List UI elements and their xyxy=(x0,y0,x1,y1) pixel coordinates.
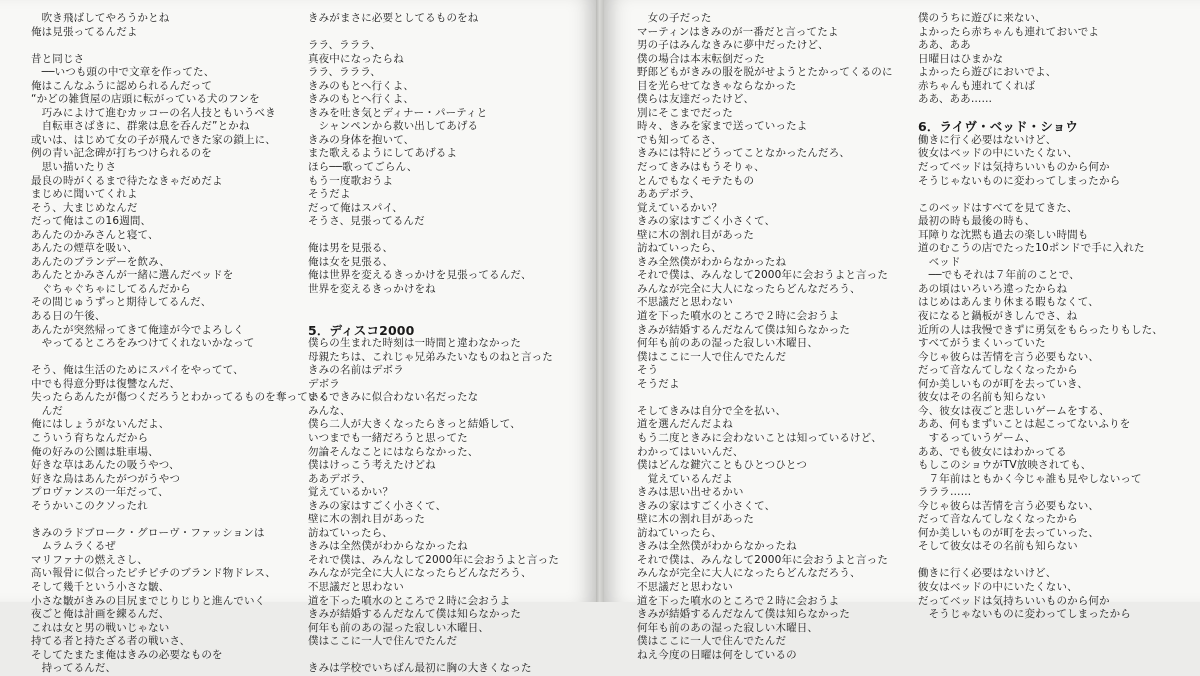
lyric-line: 最初の時も最後の時も、 xyxy=(918,215,1036,228)
lyric-line: きみは全然僕がわからなかったね xyxy=(637,540,797,553)
lyric-line: わかってはいいんだ、 xyxy=(637,445,744,458)
lyric-line: 持てる者と持たざる者の戦いさ、 xyxy=(31,635,191,648)
lyric-line: 不思議だと思わない xyxy=(637,580,733,593)
lyric-line: だってベッドは気持ちいいものから何か xyxy=(918,594,1110,607)
lyric-line: シャンペンから救い出してあげる xyxy=(308,120,479,133)
lyric-line: 何か美しいものが町を去っていき、 xyxy=(918,377,1088,390)
lyric-line: 近所の人は我慢できずに勇気をもらったりもした、 xyxy=(918,323,1163,336)
lyric-line: でも知ってるさ、 xyxy=(637,133,722,146)
lyric-line: ああ、でも彼女にはわかってる xyxy=(918,445,1067,458)
lyric-line: 訪ねていったら、 xyxy=(308,526,393,539)
lyric-line: 或いは、はじめて女の子が飛んできた家の鎖上に、 xyxy=(31,133,276,146)
lyric-line: 僕はどんな鍵穴こともひとつひとつ xyxy=(637,459,807,472)
stanza-break xyxy=(31,39,313,53)
lyric-line: 思い描いたりさ xyxy=(31,161,117,174)
lyric-line: 勿論そんなことにはならなかった、 xyxy=(308,445,479,458)
lyric-line: ララ、ラララ、 xyxy=(308,39,381,52)
lyric-line: 不思議だと思わない xyxy=(308,580,404,593)
lyric-line: 巧みによけて進むカッコーの名人技ともいうべき xyxy=(31,106,276,119)
lyric-line: するっていうゲーム、 xyxy=(918,431,1036,444)
lyric-line: プロヴァンスの一年だって、 xyxy=(31,486,169,499)
lyric-line: それで僕は、みんなして2000年に会おうよと言った xyxy=(308,553,559,566)
lyric-line: 中でも得意分野は復讐なんだ、 xyxy=(31,377,181,390)
lyric-line: 彼女はその名前も知らない xyxy=(918,391,1046,404)
lyric-line: 僕はけっこう考えたけどね xyxy=(308,459,436,472)
lyric-line: このベッドはすべてを見てきた、 xyxy=(918,201,1078,214)
lyric-line: そうだよ xyxy=(308,188,351,201)
lyric-line: 不思議だと思わない xyxy=(637,296,733,309)
lyric-line: 僕はここに一人で住んでたんだ xyxy=(308,635,458,648)
page-gutter xyxy=(596,0,604,602)
lyric-line: ねえ今度の日曜は何をしているの xyxy=(637,648,797,661)
lyric-line: きみの名前はデボラ xyxy=(308,364,404,377)
left-page xyxy=(0,0,596,675)
lyric-line: 高い報骨に似合ったピチピチのブランド物ドレス、 xyxy=(31,567,276,580)
lyric-line: ７年前はともかく今じゃ誰も見やしないって xyxy=(918,472,1142,485)
lyric-line: だって音なんてしなくなったから xyxy=(918,364,1078,377)
stanza-break xyxy=(918,554,1200,568)
lyric-line: デボラ xyxy=(308,377,340,390)
lyric-line: きみを吐き気とディナー・パーティと xyxy=(308,106,488,119)
lyric-line: あんたのブランデーを飲み、 xyxy=(31,255,171,268)
lyric-line: そして彼女はその名前も知らない xyxy=(918,540,1078,553)
stanza-break xyxy=(31,351,313,365)
lyric-line: 道のむこうの店でたった10ポンドで手に入れた xyxy=(918,242,1145,255)
lyric-line: 僕らは友達だったけど、 xyxy=(637,93,755,106)
lyric-line: マリファナの燃えさし、 xyxy=(31,553,148,566)
lyric-line: みんなが完全に大人になったらどんなだろう、 xyxy=(308,567,532,580)
lyric-line: 今じゃ彼らは苦情を言う必要もない、 xyxy=(918,499,1100,512)
lyric-line: きみの家はすごく小さくて、 xyxy=(637,499,776,512)
lyric-line: きみは学校でいちばん最初に胸の大きくなった xyxy=(308,662,532,675)
lyric-line: 道を下った噴水のところで２時に会おうよ xyxy=(637,594,840,607)
stanza-break xyxy=(31,513,313,527)
lyrics-column-3 xyxy=(637,12,919,662)
lyric-line: そうじゃないものに変わってしまったから xyxy=(918,608,1131,621)
lyric-line: だって音なんてしなくなったから xyxy=(918,513,1078,526)
lyric-line: きみが結婚するんだなんて僕は知らなかった xyxy=(308,608,521,621)
lyric-line: 俺にはしょうがないんだよ、 xyxy=(31,418,170,431)
lyric-line: 覚えているかい？ xyxy=(308,486,394,499)
lyric-line: 俺はこんなふうに認められるんだって xyxy=(31,79,213,92)
lyric-line: 俺の好みの公園は駐車場、 xyxy=(31,445,159,458)
lyric-line: いつまでも一緒だろうと思ってた xyxy=(308,431,468,444)
lyric-line: あんたの煙草を吸い、 xyxy=(31,242,138,255)
lyric-line: マーティンはきみのが一番だと言ってたよ xyxy=(637,25,839,38)
lyric-line: ほら──歌ってごらん、 xyxy=(308,161,418,174)
lyric-line: 俺は女を見張る、 xyxy=(308,255,394,268)
lyric-line: だって俺はこの16週間、 xyxy=(31,215,152,228)
lyric-line: ああ、ああ…… xyxy=(918,93,993,106)
lyric-line: まじめに聞いてくれよ xyxy=(31,188,138,201)
lyric-line: 女の子だった xyxy=(637,12,712,24)
lyric-line: 好きな鳥はあんたがつがうやつ xyxy=(31,472,181,485)
lyric-line: 自転車さばきに、群衆は息を呑んだ”とかね xyxy=(31,120,250,133)
lyric-line: 壁に木の割れ目があった xyxy=(637,228,755,241)
lyric-line: 別にそこまでだった xyxy=(637,106,733,119)
lyric-line: ──いつも頭の中で文章を作ってた、 xyxy=(31,66,215,79)
section-heading: 5．ディスコ2000 xyxy=(308,322,415,338)
lyric-line: あの頃はいろいろ違ったからね xyxy=(918,282,1068,295)
lyric-line: 俺は男を見張る、 xyxy=(308,242,394,255)
lyric-line: 昔と同じさ xyxy=(31,52,85,65)
lyric-line: きみ全然僕がわからなかったね xyxy=(637,255,787,268)
lyric-line: きみの家はすごく小さくて、 xyxy=(308,499,447,512)
lyric-line: やってるところをみつけてくれないかなって xyxy=(31,337,255,350)
lyric-line: そうかいこのクソったれ xyxy=(31,499,148,512)
lyric-line: 僕のうちに遊びに来ない、 xyxy=(918,12,1046,24)
lyric-line: 例の青い記念碑が打ちつけられるのを xyxy=(31,147,212,160)
section-heading: 6．ライヴ・ベッド・ショウ xyxy=(918,119,1079,135)
lyric-line: 母親たちは、これじゃ兄弟みたいなものねと言った xyxy=(308,350,553,363)
lyric-line: 失ったらあんたが傷つくだろうとわかってるものを奪っていく xyxy=(31,391,330,404)
lyric-line: 僕ら二人が大きくなったらきっと結婚して、 xyxy=(308,418,521,431)
lyric-line: 今じゃ彼らは苦情を言う必要もない、 xyxy=(918,350,1100,363)
lyric-line: 目を光らせてなきゃならなかった xyxy=(637,79,797,92)
lyric-line: 世界を変えるきっかけをね xyxy=(308,282,436,295)
lyric-line: 今、彼女は夜ごと悲しいゲームをする、 xyxy=(918,404,1110,417)
lyric-line: あんたのかみさんと寝て、 xyxy=(31,228,159,241)
lyric-line: だってベッドは気持ちいいものから何か xyxy=(918,161,1110,174)
lyric-line: ああデボラ、 xyxy=(637,188,701,201)
lyric-line: ベッド xyxy=(918,255,961,268)
lyric-line: もう一度歌おうよ xyxy=(308,174,394,187)
lyric-line: みんな、 xyxy=(308,404,351,417)
lyric-line: まるできみに似合わない名だったな xyxy=(308,391,479,404)
lyric-line: きみが結婚するんだなんて僕は知らなかった xyxy=(637,323,850,336)
lyric-line: そしてたまたま俺はきみの必要なものを xyxy=(31,648,223,661)
lyric-line: そう、大まじめなんだ xyxy=(31,201,138,214)
lyric-line: これは女と男の戦いじゃない xyxy=(31,621,170,634)
lyric-line: それで僕は、みんなして2000年に会おうよと言った xyxy=(637,553,888,566)
lyric-line: 最良の時がくるまで待たなきゃだめだよ xyxy=(31,174,223,187)
lyric-line: 夜になると鍋板がきしんでさ、ね xyxy=(918,310,1078,323)
lyric-line: ムラムラくるぜ xyxy=(31,540,116,553)
lyric-line: 野郎どもがきみの服を脱がせようとたかってくるのに xyxy=(637,66,893,79)
lyric-line: きみの身体を抱いて、 xyxy=(308,133,415,146)
lyric-line: 道を選んだんだよね xyxy=(637,418,733,431)
lyric-line: それで僕は、みんなして2000年に会おうよと言った xyxy=(637,269,888,282)
lyric-line: 何年も前のあの湿った寂しい木曜日、 xyxy=(637,621,819,634)
stanza-break xyxy=(308,310,590,324)
lyric-line: 覚えているかい？ xyxy=(637,201,723,214)
lyric-line: 真夜中になったらね xyxy=(308,52,404,65)
lyric-line: 壁に木の割れ目があった xyxy=(637,513,755,526)
lyrics-column-4 xyxy=(918,12,1200,622)
lyric-line: 持ってるんだ、 xyxy=(31,662,117,675)
lyric-line: 何か美しいものが町を去っていった、 xyxy=(918,526,1100,539)
lyric-line: そしてきみは自分で全を払い、 xyxy=(637,404,787,417)
lyric-line: 僕の場合は本末転倒だった xyxy=(637,52,765,65)
lyric-line: 何年も前のあの湿った寂しい木曜日、 xyxy=(308,621,490,634)
lyric-line: 俺は世界を変えるきっかけを見張ってるんだ、 xyxy=(308,269,532,282)
lyric-line: とんでもなくモテたもの xyxy=(637,174,755,187)
lyric-line: “かどの雑貨屋の店頭に転がっている犬のフンを xyxy=(31,93,260,106)
lyric-line: すべてがうまくいっていた xyxy=(918,337,1046,350)
lyric-line: ぐちゃぐちゃにしてるんだから xyxy=(31,282,191,295)
lyric-line: きみのもとへ行くよ、 xyxy=(308,79,415,92)
lyric-line: 時々、きみを家まで送っていったよ xyxy=(637,120,808,133)
lyric-line: だって俺はスパイ、 xyxy=(308,201,403,214)
lyric-line: きみは思い出せるかい xyxy=(637,486,744,499)
stanza-break xyxy=(308,649,590,663)
lyric-line: よかったら赤ちゃんも連れておいでよ xyxy=(918,25,1100,38)
stanza-break xyxy=(637,391,919,405)
lyric-line: こういう育ちなんだから xyxy=(31,431,149,444)
stanza-break xyxy=(308,26,590,40)
lyric-line: 耳障りな沈黙も過去の楽しい時間も xyxy=(918,228,1089,241)
lyric-line: 何年も前のあの湿った寂しい木曜日、 xyxy=(637,337,819,350)
lyric-line: ある日の午後、 xyxy=(31,310,106,323)
lyric-line: 好きな草はあんたの吸うやつ、 xyxy=(31,459,180,472)
lyric-line: 夜ごと俺は計画を練るんだ、 xyxy=(31,608,170,621)
lyric-line: 道を下った噴水のところで２時に会おうよ xyxy=(637,310,840,323)
lyric-line: きみは全然僕がわからなかったね xyxy=(308,540,468,553)
lyric-line: 僕らの生まれた時刻は一時間と違わなかった xyxy=(308,337,521,350)
lyric-line: 働きに行く必要はないけど、 xyxy=(918,133,1057,146)
lyric-line: そう xyxy=(637,364,659,377)
lyric-line: 僕はここに一人で住んでたんだ xyxy=(637,635,787,648)
lyric-line: ああ、ああ xyxy=(918,39,971,52)
lyrics-column-2 xyxy=(308,12,590,676)
lyric-line: そして幾千という小さな皺、 xyxy=(31,580,170,593)
lyric-line: また歌えるようにしてあげるよ xyxy=(308,147,458,160)
stanza-break xyxy=(308,229,590,243)
lyric-line: きみの家はすごく小さくて、 xyxy=(637,215,776,228)
lyric-line: そうじゃないものに変わってしまったから xyxy=(918,174,1121,187)
lyric-line: もう二度ときみに会わないことは知っているけど、 xyxy=(637,431,882,444)
lyric-line: そう、俺は生活のためにスパイをやってて、 xyxy=(31,364,244,377)
lyric-line: 小さな皺がきみの目尻までじりじりと進んでいく xyxy=(31,594,266,607)
stanza-break xyxy=(918,188,1200,202)
lyric-line: 日曜日はひまかな xyxy=(918,52,1004,65)
lyric-line: きみがまさに必要としてるものをね xyxy=(308,12,479,24)
lyric-line: もしこのショウがTV放映されても、 xyxy=(918,459,1092,472)
right-page xyxy=(604,0,1200,661)
lyric-line: だってきみはもうそりゃ、 xyxy=(637,161,765,174)
lyric-line: 壁に木の割れ目があった xyxy=(308,513,426,526)
stanza-break xyxy=(918,107,1200,121)
lyric-line: はじめはあんまり休まる暇もなくて、 xyxy=(918,296,1099,309)
lyric-line: きみのラドブローク・グローヴ・ファッションは xyxy=(31,526,265,539)
lyric-line: 吹き飛ばしてやろうかとね xyxy=(31,12,170,24)
lyric-line: 彼女はベッドの中にいたくない、 xyxy=(918,580,1078,593)
lyric-line: きみのもとへ行くよ、 xyxy=(308,93,415,106)
lyric-line: ああデボラ、 xyxy=(308,472,372,485)
lyric-line: ラララ…… xyxy=(918,486,972,499)
lyric-line: 道を下った噴水のところで２時に会おうよ xyxy=(308,594,511,607)
lyric-line: ──でもそれは７年前のことで、 xyxy=(918,269,1080,282)
lyric-line: 彼女はベッドの中にいたくない、 xyxy=(918,147,1078,160)
lyric-line: んだ xyxy=(31,404,63,417)
lyric-line: そうさ、見張ってるんだ xyxy=(308,215,425,228)
lyric-line: よかったら遊びにおいでよ、 xyxy=(918,66,1057,79)
lyric-line: 覚えているんだよ xyxy=(637,472,733,485)
lyric-line: 働きに行く必要はないけど、 xyxy=(918,567,1057,580)
lyric-line: きみが結婚するんだなんて僕は知らなかった xyxy=(637,608,850,621)
lyric-line: ああ、何もまずいことは起こってないふりを xyxy=(918,418,1131,431)
lyric-line: そうだよ xyxy=(637,377,680,390)
lyric-line: ララ、ラララ、 xyxy=(308,66,381,79)
lyric-line: 僕はここに一人で住んでたんだ xyxy=(637,350,787,363)
lyric-line: その間じゅうずっと期待してるんだ、 xyxy=(31,296,212,309)
lyric-line: きみには特にどうってことなかったんだろ、 xyxy=(637,147,850,160)
lyric-line: みんなが完全に大人になったらどんなだろう、 xyxy=(637,567,861,580)
lyric-line: 男の子はみんなきみに夢中だったけど、 xyxy=(637,39,829,52)
stanza-break xyxy=(308,296,590,310)
lyric-line: あんたが突然帰ってきて俺達が今でよろしく xyxy=(31,323,244,336)
lyric-line: 赤ちゃんも連れてくれば xyxy=(918,79,1036,92)
lyric-line: 訪ねていったら、 xyxy=(637,242,722,255)
lyric-line: 俺は見張ってるんだよ xyxy=(31,25,138,38)
lyric-line: あんたとかみさんが一緒に選んだベッドを xyxy=(31,269,234,282)
lyric-line: 訪ねていったら、 xyxy=(637,526,722,539)
lyric-line: みんなが完全に大人になったらどんなだろう、 xyxy=(637,282,861,295)
